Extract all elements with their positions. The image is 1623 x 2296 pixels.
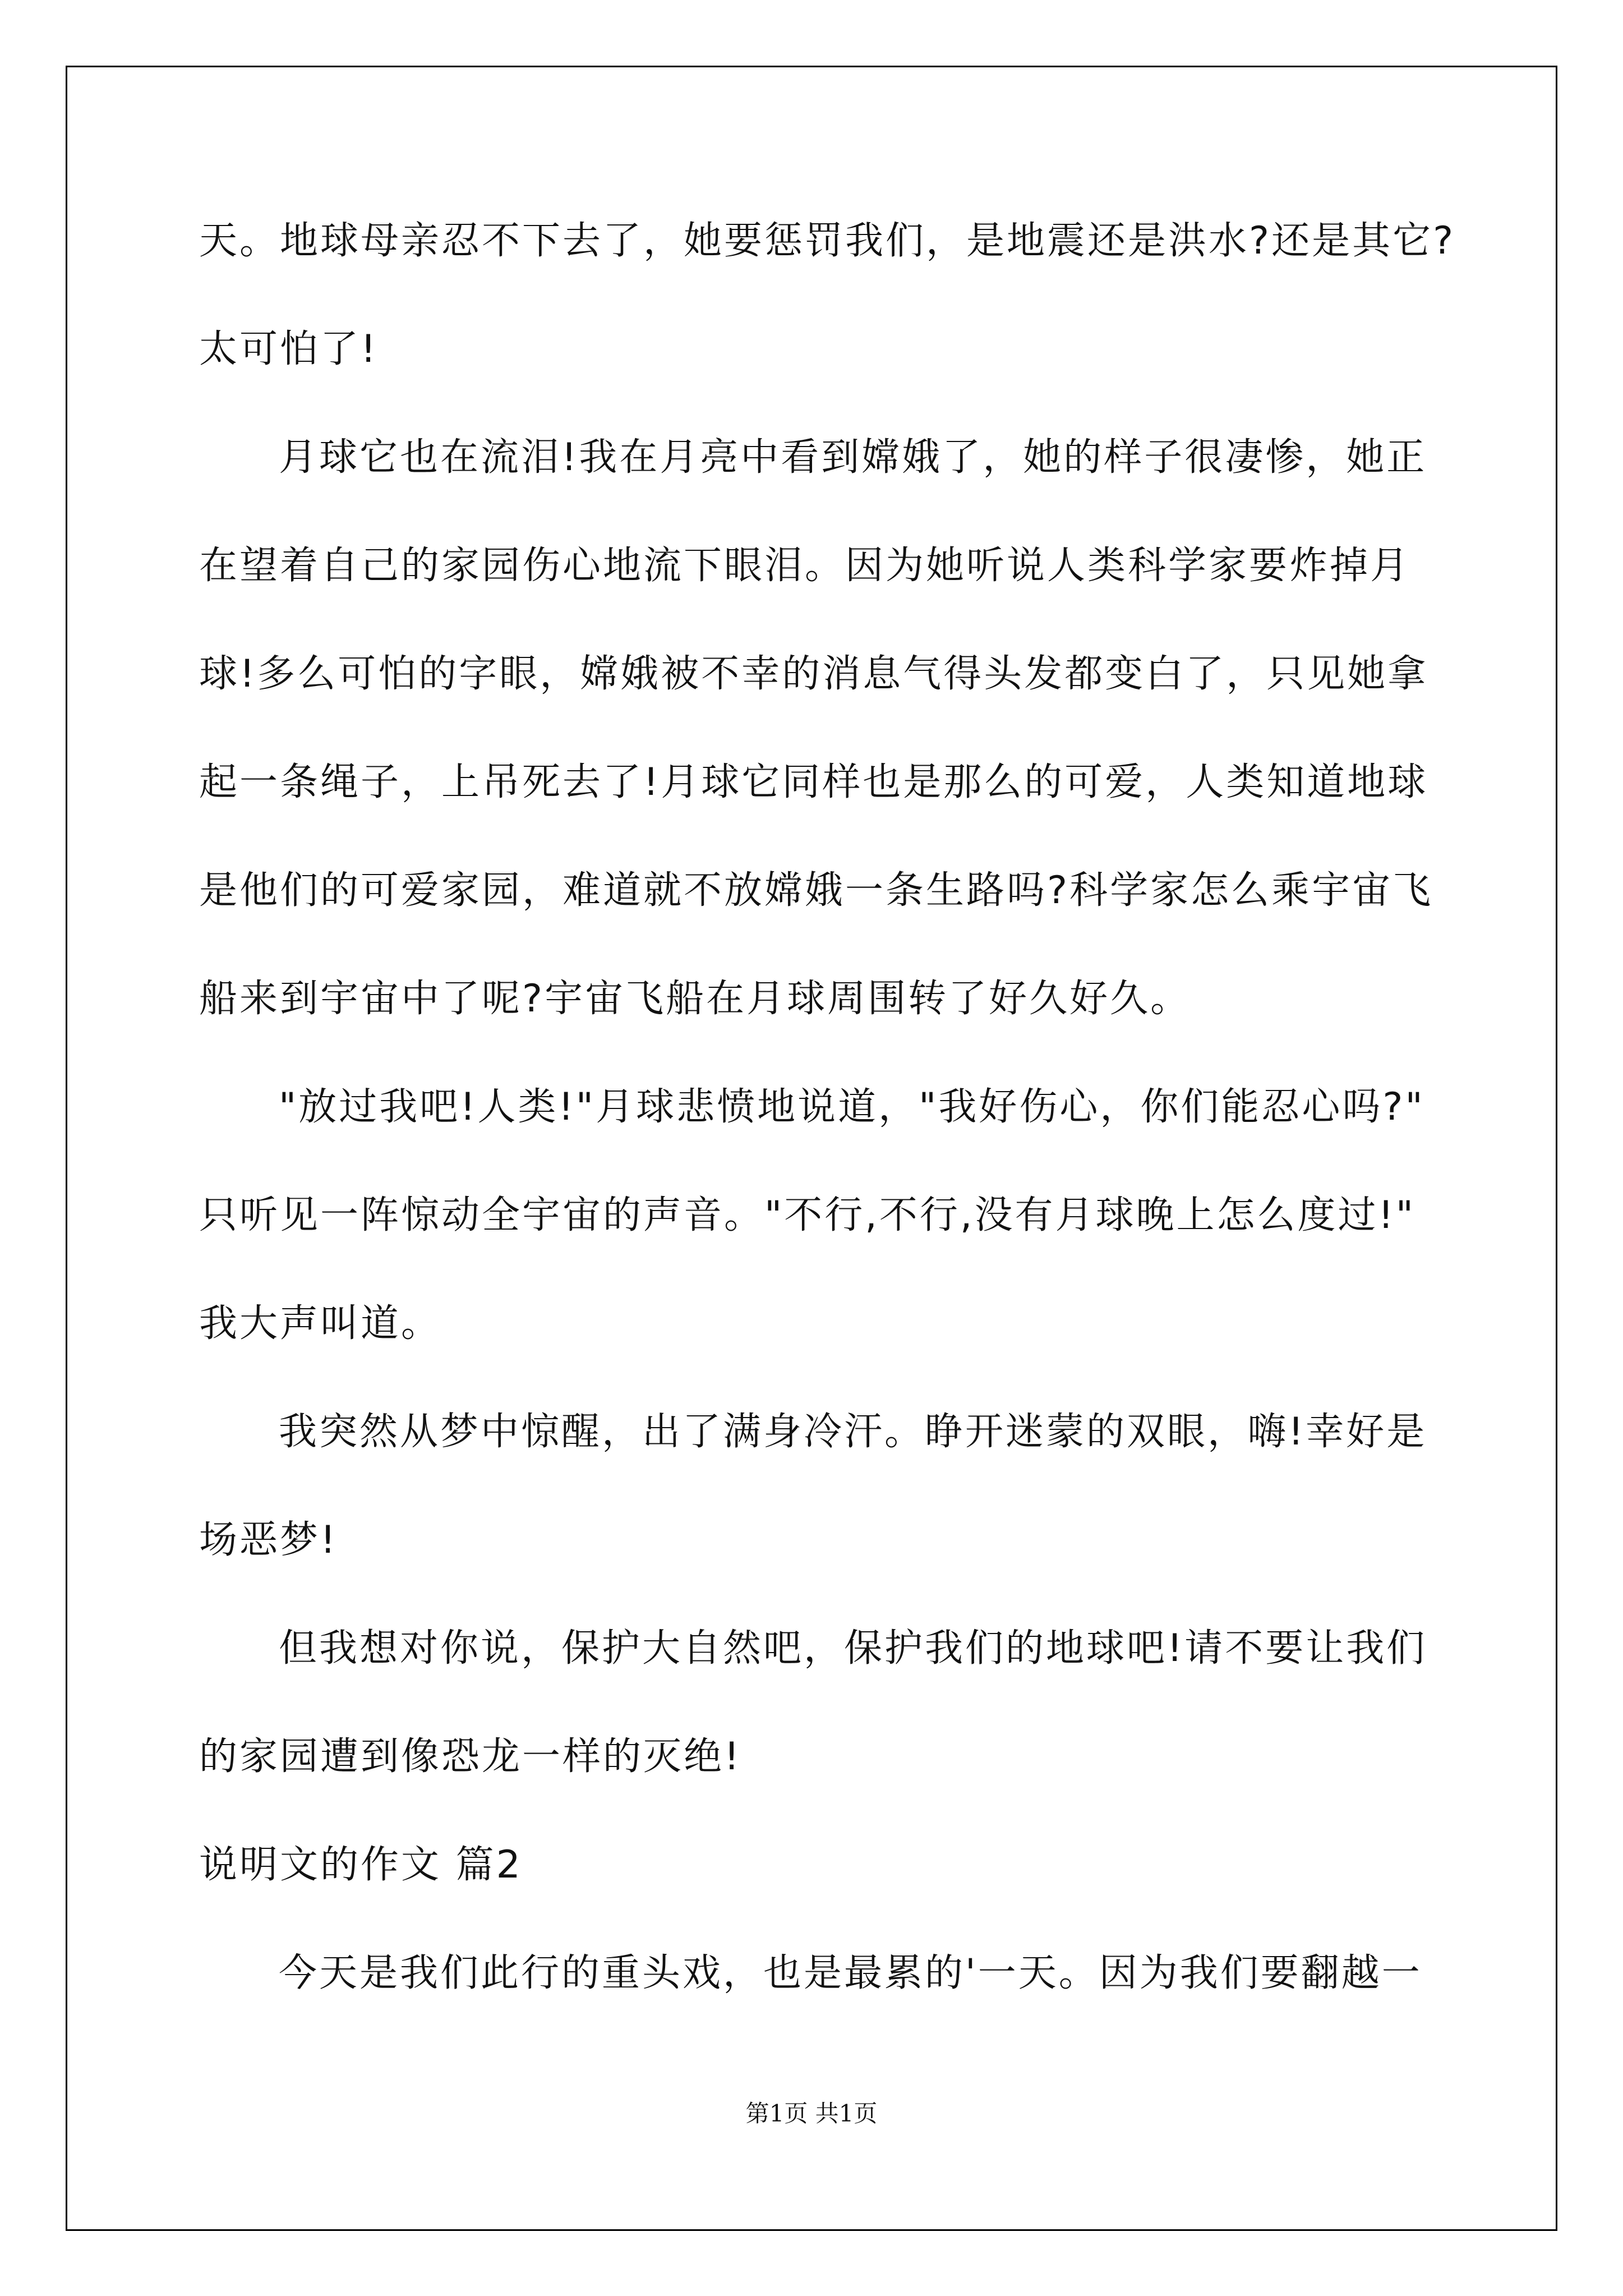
text-line-9: "放过我吧!人类!"月球悲愤地说道，"我好伤心，你们能忍心吗?" bbox=[279, 1085, 1425, 1129]
text-line-14: 但我想对你说，保护大自然吧，保护我们的地球吧!请不要让我们 bbox=[279, 1626, 1427, 1671]
text-line-1: 天。地球母亲忍不下去了，她要惩罚我们，是地震还是洪水?还是其它? bbox=[199, 219, 1456, 263]
text-line-4: 在望着自己的家园伤心地流下眼泪。因为她听说人类科学家要炸掉月 bbox=[199, 544, 1411, 588]
text-line-8: 船来到宇宙中了呢?宇宙飞船在月球周围转了好久好久。 bbox=[199, 977, 1191, 1021]
text-line-7: 是他们的可爱家园，难道就不放嫦娥一条生路吗?科学家怎么乘宇宙飞 bbox=[199, 868, 1433, 913]
document-body bbox=[199, 213, 1456, 2054]
section-heading: 说明文的作文 篇2 bbox=[199, 1843, 523, 1887]
text-line-17: 今天是我们此行的重头戏，也是最累的'一天。因为我们要翻越一 bbox=[279, 1951, 1422, 1995]
text-line-5: 球!多么可怕的字眼，嫦娥被不幸的消息气得头发都变白了，只见她拿 bbox=[199, 652, 1428, 696]
text-line-6: 起一条绳子，上吊死去了!月球它同样也是那么的可爱，人类知道地球 bbox=[199, 760, 1428, 804]
text-line-3: 月球它也在流泪!我在月亮中看到嫦娥了，她的样子很凄惨，她正 bbox=[279, 435, 1427, 480]
text-line-15: 的家园遭到像恐龙一样的灭绝! bbox=[199, 1734, 742, 1779]
text-line-2: 太可怕了! bbox=[199, 327, 379, 371]
text-line-13: 场恶梦! bbox=[199, 1518, 338, 1562]
text-line-12: 我突然从梦中惊醒，出了满身冷汗。睁开迷蒙的双眼，嗨!幸好是 bbox=[279, 1410, 1427, 1454]
text-line-11: 我大声叫道。 bbox=[199, 1301, 442, 1346]
text-line-10: 只听见一阵惊动全宇宙的声音。"不行,不行,没有月球晚上怎么度过!" bbox=[199, 1193, 1416, 1237]
page-footer: 第1页 共1页 bbox=[745, 2100, 878, 2127]
